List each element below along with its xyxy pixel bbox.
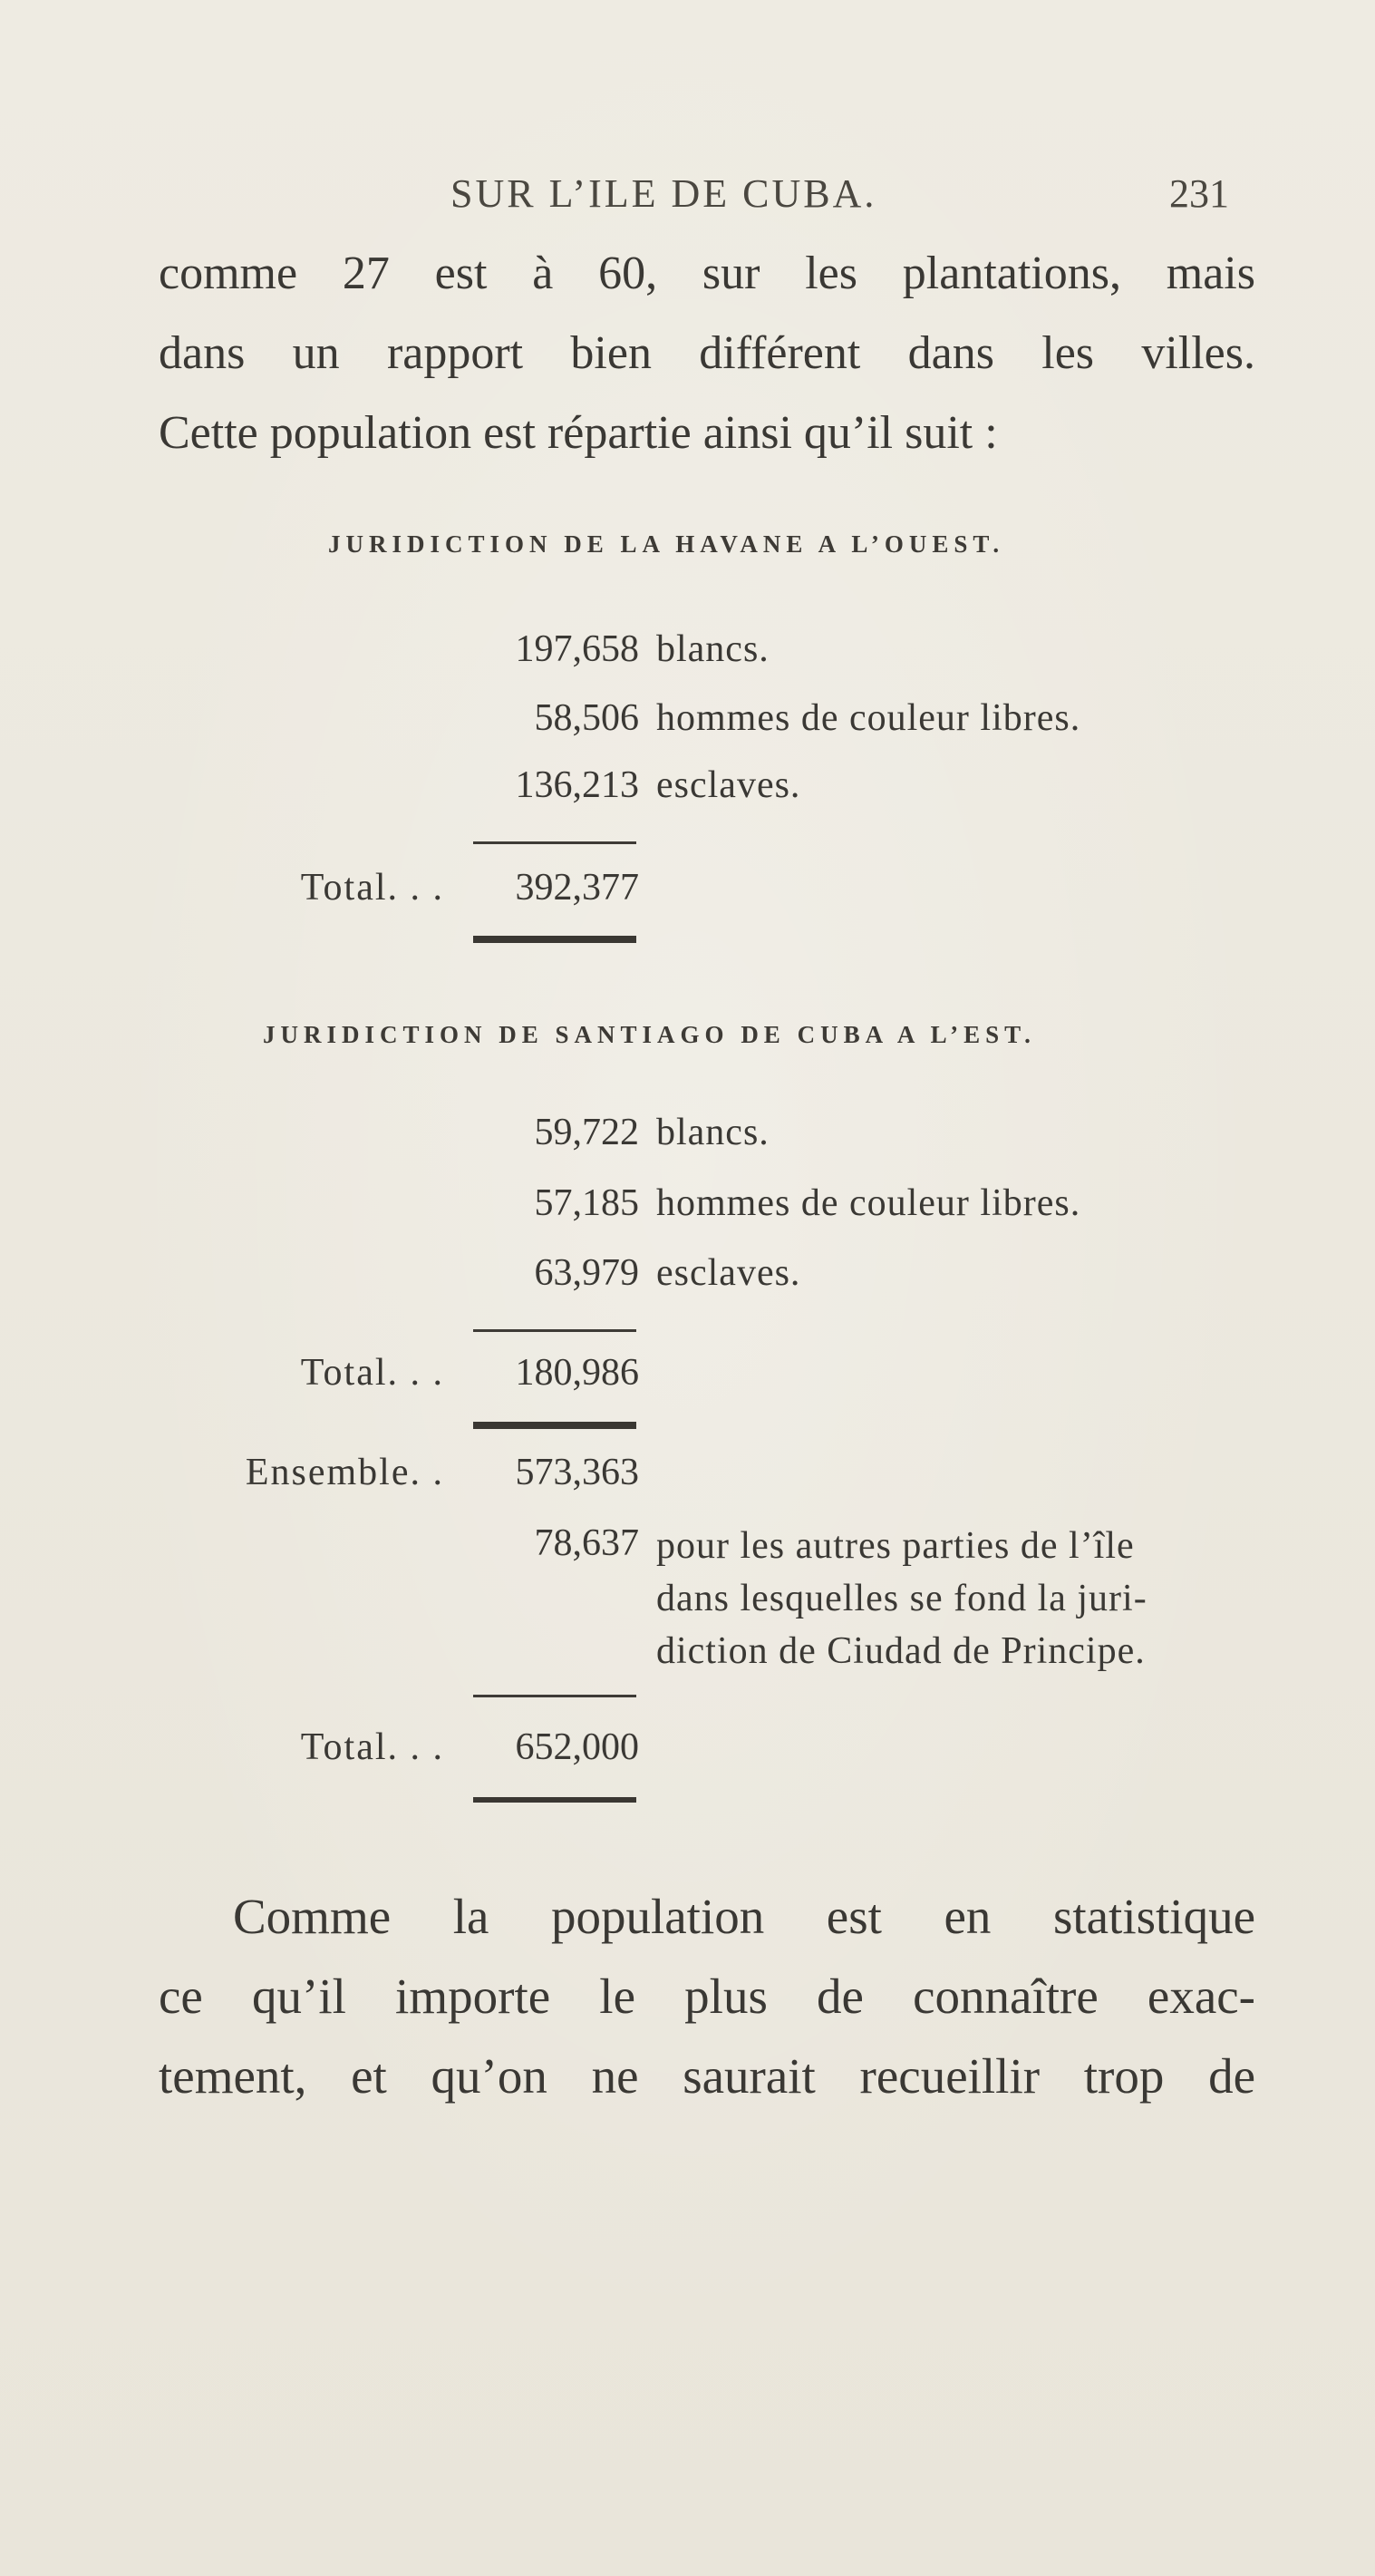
population-label: esclaves. [656, 1252, 801, 1294]
population-label: esclaves. [656, 764, 801, 806]
population-label: hommes de couleur libres. [656, 697, 1081, 739]
running-title: SUR L’ILE DE CUBA. [450, 171, 877, 216]
intro-paragraph [159, 234, 1255, 473]
population-label: blancs. [656, 628, 770, 670]
population-value: 59,722 [534, 1112, 639, 1153]
note-line: dans lesquelles se fond la juri- [656, 1578, 1147, 1619]
total-value: 180,986 [515, 1352, 639, 1394]
population-value: 197,658 [515, 628, 639, 670]
ensemble-value: 573,363 [515, 1452, 639, 1493]
population-value: 63,979 [534, 1252, 639, 1294]
double-rule [473, 1797, 636, 1803]
total-label: Total. . . [300, 867, 444, 909]
population-value: 78,637 [534, 1522, 639, 1564]
double-rule [473, 1422, 636, 1429]
population-value: 58,506 [534, 697, 639, 739]
sum-rule [473, 1695, 636, 1697]
closing-line: tement, et qu’on ne saurait recueillir trop de [159, 2048, 1255, 2104]
population-label: blancs. [656, 1112, 770, 1153]
population-value: 57,185 [534, 1182, 639, 1224]
grand-total-label: Total. . . [300, 1726, 444, 1768]
grand-total-value: 652,000 [515, 1726, 639, 1768]
intro-line: Cette population est répartie ainsi qu’il suit : [159, 407, 998, 459]
sum-rule [473, 841, 636, 844]
population-label: hommes de couleur libres. [656, 1182, 1081, 1224]
population-value: 136,213 [515, 764, 639, 806]
closing-line: ce qu’il importe le plus de connaître exac- [159, 1968, 1255, 2024]
double-rule [473, 936, 636, 943]
section-heading-santiago: JURIDICTION DE SANTIAGO DE CUBA A L’EST. [263, 1021, 1036, 1048]
total-value: 392,377 [515, 867, 639, 909]
section-heading-havane: JURIDICTION DE LA HAVANE A L’OUEST. [328, 530, 1005, 558]
total-label: Total. . . [300, 1352, 444, 1394]
sum-rule [473, 1329, 636, 1332]
closing-paragraph [159, 1877, 1255, 2116]
note-line: diction de Ciudad de Principe. [656, 1630, 1146, 1672]
ensemble-label: Ensemble. . [245, 1452, 444, 1493]
intro-line: dans un rapport bien différent dans les villes. [159, 327, 1255, 379]
intro-line: comme 27 est à 60, sur les plantations, mais [159, 248, 1255, 299]
page-number: 231 [1169, 171, 1229, 216]
closing-line: Comme la population est en statistique [233, 1889, 1255, 1944]
other-parts-note [656, 1520, 1273, 1677]
note-line: pour les autres parties de l’île [656, 1525, 1135, 1567]
